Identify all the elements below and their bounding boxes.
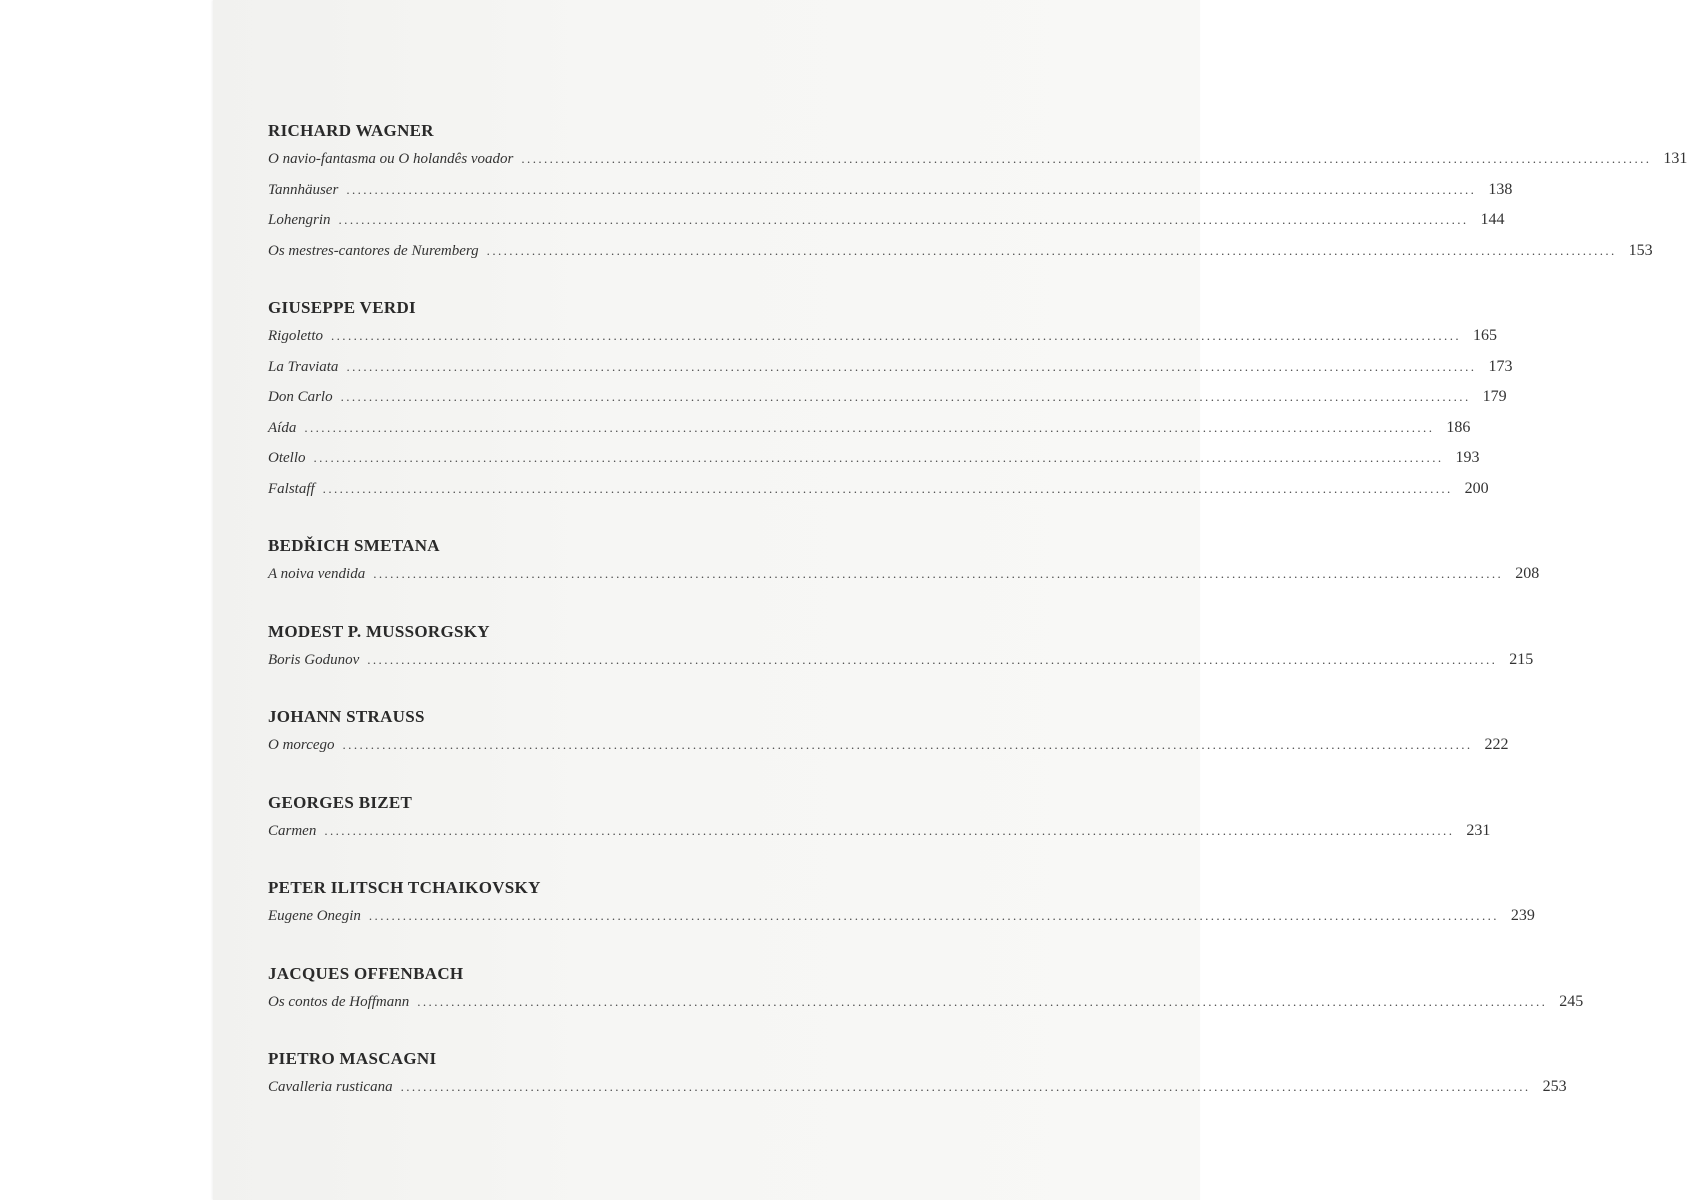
opera-title: O navio-fantasma ou O holandês voador	[268, 151, 514, 167]
composer-section	[268, 704, 1509, 761]
toc-entry	[268, 175, 1513, 206]
composer-section	[268, 1046, 1567, 1103]
composer-section	[268, 533, 1540, 590]
toc-entry	[268, 144, 1687, 175]
opera-title: Carmen	[268, 822, 317, 839]
composer-section	[268, 875, 1535, 932]
page-number: 239	[1510, 907, 1535, 924]
toc-entry	[268, 236, 1653, 267]
dot-leader: ........................................................................................................................................................................................................	[521, 151, 1652, 166]
opera-title: Rigoletto	[268, 328, 323, 344]
composer-section	[268, 118, 1687, 266]
composer-heading: MODEST P. MUSSORGSKY	[268, 621, 490, 641]
opera-title: Cavalleria rusticana	[268, 1079, 393, 1095]
page-number: 253	[1542, 1078, 1567, 1095]
opera-title: O morcego	[268, 737, 335, 753]
composer-heading: PETER ILITSCH TCHAIKOVSKY	[268, 878, 541, 897]
composer-section	[268, 961, 1584, 1018]
dot-leader: ........................................................................................................................................................................................................	[400, 1079, 1531, 1094]
opera-title: Eugene Onegin	[268, 908, 361, 924]
dot-leader: ........................................................................................................................................................................................................	[342, 737, 1473, 752]
page-number: 208	[1515, 565, 1540, 582]
opera-title: Os contos de Hoffmann	[268, 993, 410, 1010]
opera-title: Aída	[268, 419, 297, 436]
page-number: 193	[1455, 449, 1480, 466]
composer-heading: PIETRO MASCAGNI	[268, 1049, 437, 1068]
page-number: 165	[1473, 327, 1497, 344]
opera-title: Boris Godunov	[268, 651, 360, 668]
dot-leader: ........................................................................................................................................................................................................	[313, 450, 1444, 465]
page-number: 245	[1559, 992, 1584, 1010]
toc-entry	[268, 730, 1509, 761]
composer-heading: JOHANN STRAUSS	[268, 707, 425, 726]
composer-section	[268, 619, 1534, 676]
toc-entry	[268, 474, 1489, 505]
composer-heading: GIUSEPPE VERDI	[268, 298, 416, 317]
dot-leader: ........................................................................................................................................................................................................	[367, 651, 1498, 667]
page-number: 186	[1446, 418, 1471, 436]
table-of-contents	[268, 118, 1687, 1132]
toc-entry	[268, 816, 1491, 847]
toc-entry	[268, 413, 1471, 444]
toc-entry	[268, 321, 1497, 352]
dot-leader: ........................................................................................................................................................................................................	[338, 212, 1469, 227]
toc-entry	[268, 382, 1507, 413]
dot-leader: ........................................................................................................................................................................................................	[304, 419, 1435, 435]
toc-entry	[268, 352, 1513, 383]
toc-entry	[268, 205, 1505, 236]
page-number: 138	[1488, 180, 1513, 198]
toc-entry	[268, 443, 1480, 474]
dot-leader: ........................................................................................................................................................................................................	[368, 908, 1499, 923]
toc-entry	[268, 559, 1540, 590]
composer-heading: RICHARD WAGNER	[268, 121, 434, 140]
dot-leader: ........................................................................................................................................................................................................	[340, 389, 1471, 404]
page-number: 144	[1480, 211, 1505, 228]
dot-leader: ........................................................................................................................................................................................................	[346, 181, 1477, 197]
dot-leader: ........................................................................................................................................................................................................	[417, 993, 1548, 1009]
page-number: 153	[1628, 241, 1653, 259]
composer-heading: JACQUES OFFENBACH	[268, 963, 464, 983]
dot-leader: ........................................................................................................................................................................................................	[331, 328, 1461, 343]
toc-entry	[268, 645, 1534, 676]
dot-leader: ........................................................................................................................................................................................................	[373, 566, 1504, 581]
composer-section	[268, 295, 1513, 504]
composer-heading: GEORGES BIZET	[268, 792, 413, 812]
toc-entry	[268, 987, 1584, 1018]
opera-title: La Traviata	[268, 358, 339, 375]
page-number: 200	[1464, 479, 1489, 497]
page-number: 179	[1482, 388, 1507, 405]
toc-entry	[268, 1072, 1567, 1103]
dot-leader: ........................................................................................................................................................................................................	[322, 480, 1453, 496]
page-number: 222	[1484, 736, 1509, 753]
page-number: 173	[1488, 357, 1513, 375]
page-number: 215	[1509, 650, 1534, 668]
opera-title: Falstaff	[268, 480, 315, 497]
composer-section	[268, 790, 1491, 847]
page-number: 231	[1466, 821, 1491, 839]
opera-title: Otello	[268, 450, 306, 466]
dot-leader: ........................................................................................................................................................................................................	[324, 822, 1455, 838]
dot-leader: ........................................................................................................................................................................................................	[346, 358, 1477, 374]
opera-title: Don Carlo	[268, 389, 333, 405]
opera-title: Os mestres-cantores de Nuremberg	[268, 242, 479, 259]
opera-title: Tannhäuser	[268, 181, 339, 198]
composer-heading: BEDŘICH SMETANA	[268, 536, 440, 555]
opera-title: A noiva vendida	[268, 566, 366, 582]
page-number: 131	[1663, 150, 1687, 167]
dot-leader: ........................................................................................................................................................................................................	[486, 242, 1617, 258]
opera-title: Lohengrin	[268, 212, 331, 228]
toc-entry	[268, 901, 1535, 932]
